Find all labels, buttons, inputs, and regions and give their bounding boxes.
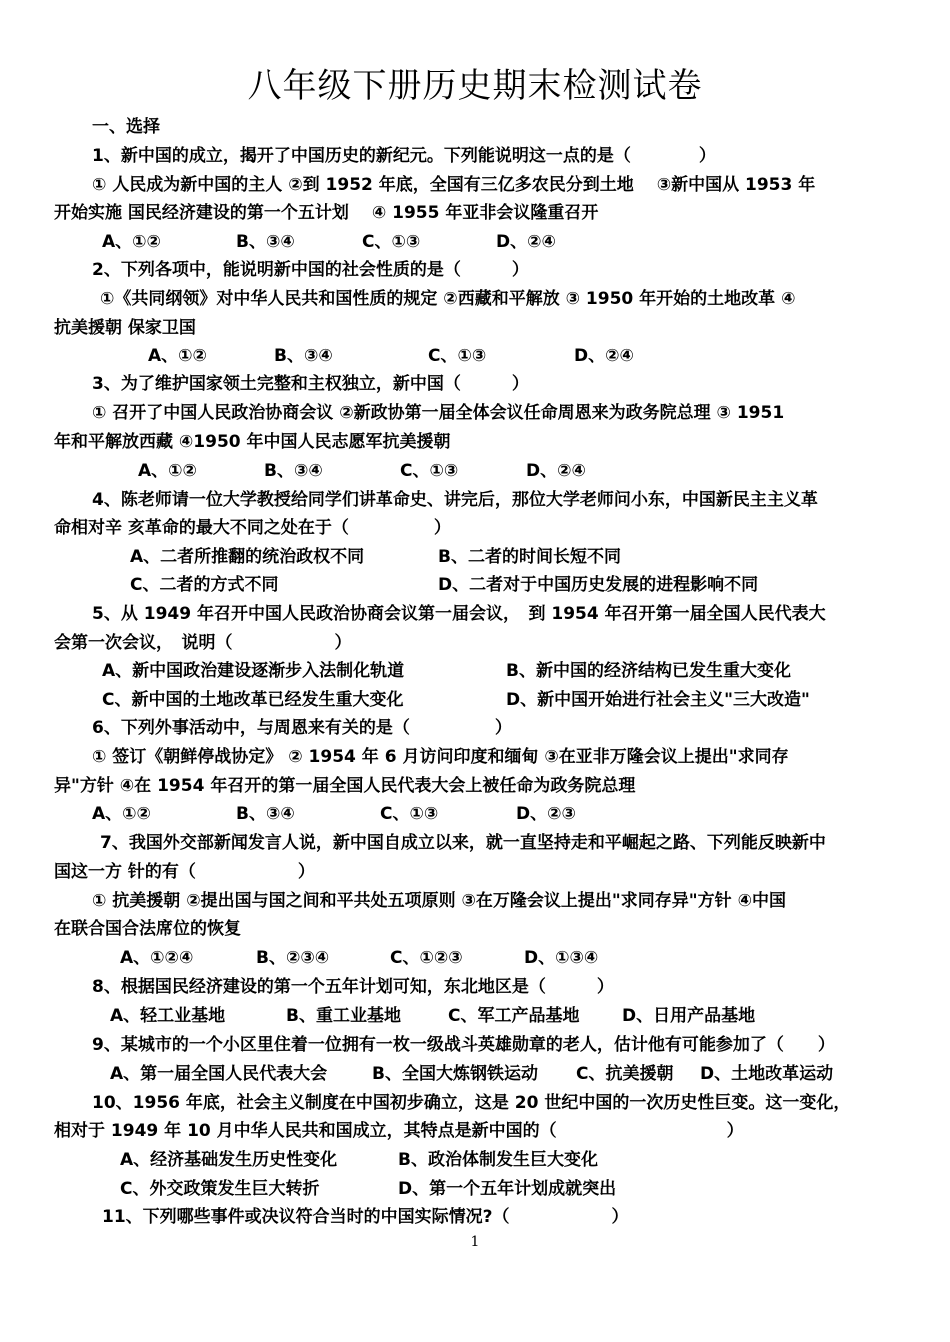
question-7-option-b: B、②③④	[256, 948, 330, 968]
question-8-option-b: B、重工业基地	[286, 1006, 401, 1026]
question-2-items: ①《共同纲领》对中华人民共和国性质的规定 ②西藏和平解放 ③ 1950 年开始的土地改革 ④	[100, 289, 796, 309]
question-2-stem: 2、下列各项中，能说明新中国的社会性质的是（ ）	[92, 260, 529, 280]
section-heading: 一、选择	[92, 117, 160, 137]
question-8-stem: 8、根据国民经济建设的第一个五年计划可知，东北地区是（ ）	[92, 977, 614, 997]
question-6-items-cont: 异"方针 ④在 1954 年召开的第一届全国人民代表大会上被任命为政务院总理	[54, 776, 636, 796]
question-10-stem: 10、1956 年底，社会主义制度在中国初步确立，这是 20 世纪中国的一次历史性巨变。这一变化，	[92, 1093, 851, 1113]
question-9-option-b: B、全国大炼钢铁运动	[372, 1064, 538, 1084]
question-9-option-a: A、第一届全国人民代表大会	[110, 1064, 328, 1084]
question-6-option-b: B、③④	[236, 804, 295, 824]
question-9-option-c: C、抗美援朝	[576, 1064, 674, 1084]
question-3-option-d: D、②④	[526, 461, 586, 481]
question-2-option-b: B、③④	[274, 346, 333, 366]
question-5-stem-cont: 会第一次会议， 说明（ ）	[54, 633, 352, 653]
question-6-option-d: D、②③	[516, 804, 576, 824]
question-3-option-c: C、①③	[400, 461, 459, 481]
question-7-items: ① 抗美援朝 ②提出国与国之间和平共处五项原则 ③在万隆会议上提出"求同存异"方针 ④中国	[92, 891, 786, 911]
question-5-option-c: C、新中国的土地改革已经发生重大变化	[102, 690, 404, 710]
question-6-items: ① 签订《朝鲜停战协定》 ② 1954 年 6 月访问印度和缅甸 ③在亚非万隆会议上提出"求同存	[92, 747, 789, 767]
question-1-option-b: B、③④	[236, 232, 295, 252]
question-8-option-c: C、军工产品基地	[448, 1006, 580, 1026]
question-2-option-a: A、①②	[148, 346, 207, 366]
page-title: 八年级下册历史期末检测试卷	[247, 66, 703, 106]
question-3-option-a: A、①②	[138, 461, 197, 481]
question-3-option-b: B、③④	[264, 461, 323, 481]
question-4-option-b: B、二者的时间长短不同	[438, 547, 621, 567]
page-number: 1	[470, 1234, 480, 1250]
question-2-items-cont: 抗美援朝 保家卫国	[54, 318, 196, 338]
question-8-option-a: A、轻工业基地	[110, 1006, 226, 1026]
question-1-stem: 1、新中国的成立，揭开了中国历史的新纪元。下列能说明这一点的是（ ）	[92, 146, 716, 166]
question-10-option-b: B、政治体制发生巨大变化	[398, 1150, 598, 1170]
question-3-stem: 3、为了维护国家领土完整和主权独立，新中国（ ）	[92, 374, 529, 394]
question-7-items-cont: 在联合国合法席位的恢复	[54, 919, 241, 939]
question-5-option-d: D、新中国开始进行社会主义"三大改造"	[506, 690, 810, 710]
question-10-option-d: D、第一个五年计划成就突出	[398, 1179, 617, 1199]
question-4-option-d: D、二者对于中国历史发展的进程影响不同	[438, 575, 759, 595]
question-5-option-b: B、新中国的经济结构已发生重大变化	[506, 661, 791, 681]
question-3-items: ① 召开了中国人民政治协商会议 ②新政协第一届全体会议任命周恩来为政务院总理 ③ 1951	[92, 403, 785, 423]
question-2-option-d: D、②④	[574, 346, 634, 366]
question-4-option-a: A、二者所推翻的统治政权不同	[130, 547, 365, 567]
question-4-stem-cont: 命相对辛 亥革命的最大不同之处在于（ ）	[54, 518, 451, 538]
question-5-stem: 5、从 1949 年召开中国人民政治协商会议第一届会议， 到 1954 年召开第一届全国人民代表大	[92, 604, 826, 624]
question-7-option-c: C、①②③	[390, 948, 463, 968]
question-8-option-d: D、日用产品基地	[622, 1006, 756, 1026]
question-1-items: ① 人民成为新中国的主人 ②到 1952 年底，全国有三亿多农民分到土地 ③新中国从 1953 年	[92, 175, 816, 195]
question-10-option-c: C、外交政策发生巨大转折	[120, 1179, 320, 1199]
question-7-stem-cont: 国这一方 针的有（ ）	[54, 862, 315, 882]
question-10-option-a: A、经济基础发生历史性变化	[120, 1150, 338, 1170]
question-6-option-a: A、①②	[92, 804, 151, 824]
question-9-stem: 9、某城市的一个小区里住着一位拥有一枚一级战斗英雄勋章的老人，估计他有可能参加了（ ）	[92, 1035, 835, 1055]
question-1-option-a: A、①②	[102, 232, 161, 252]
question-7-option-a: A、①②④	[120, 948, 194, 968]
question-1-option-c: C、①③	[362, 232, 421, 252]
question-6-stem: 6、下列外事活动中，与周恩来有关的是（ ）	[92, 718, 512, 738]
question-4-stem: 4、陈老师请一位大学教授给同学们讲革命史、讲完后，那位大学老师问小东，中国新民主主义革	[92, 490, 818, 510]
question-4-option-c: C、二者的方式不同	[130, 575, 279, 595]
question-5-option-a: A、新中国政治建设逐渐步入法制化轨道	[102, 661, 405, 681]
question-10-stem-cont: 相对于 1949 年 10 月中华人民共和国成立，其特点是新中国的（ ）	[54, 1121, 744, 1141]
question-1-option-d: D、②④	[496, 232, 556, 252]
question-2-option-c: C、①③	[428, 346, 487, 366]
question-11-stem: 11、下列哪些事件或决议符合当时的中国实际情况?（ ）	[102, 1207, 629, 1227]
question-9-option-d: D、土地改革运动	[700, 1064, 834, 1084]
question-1-items-cont: 开始实施 国民经济建设的第一个五计划 ④ 1955 年亚非会议隆重召开	[54, 203, 599, 223]
question-7-option-d: D、①③④	[524, 948, 599, 968]
question-3-items-cont: 年和平解放西藏 ④1950 年中国人民志愿军抗美援朝	[54, 432, 451, 452]
question-7-stem: 7、我国外交部新闻发言人说，新中国自成立以来，就一直坚持走和平崛起之路、下列能反映新中	[100, 833, 826, 853]
question-6-option-c: C、①③	[380, 804, 439, 824]
